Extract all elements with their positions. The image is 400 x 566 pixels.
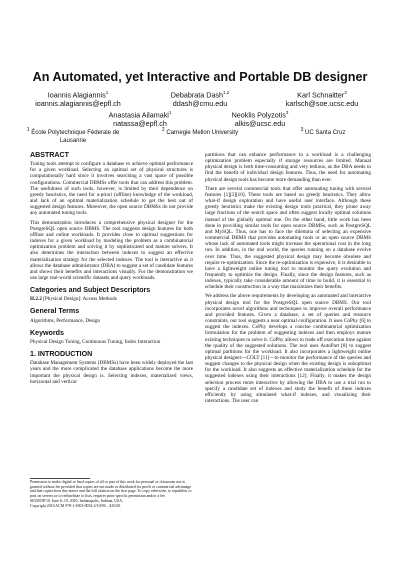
general-terms-heading: General Terms: [30, 307, 80, 316]
affiliation-text: École Polytechnique Féderale de Lausanne: [31, 130, 120, 144]
author-affiliation-mark: 1: [105, 90, 109, 95]
body-paragraph: partitions that can enhance performance in a workload is a challenging optimization problem especially if storage resources are limited. Manual physical design is both time-consuming and very tedious, as the DBA needs to find the benefit of individual design features. Thus, the need for automating physical design tools has become more demanding than ever.: [205, 152, 371, 183]
author-name: Neoklis Polyzotis: [231, 110, 286, 120]
general-terms-text: Algorithms, Performance, Design: [30, 317, 101, 324]
affiliation-text: Carnegie Mellon University: [166, 130, 239, 136]
category-code: H.2.2: [30, 296, 42, 303]
affiliation: [140, 127, 260, 138]
author-affiliation-mark: 1,2: [223, 90, 230, 95]
affiliation-mark: 3: [300, 127, 304, 133]
affiliation-mark: 2: [161, 127, 165, 133]
author-email: alkis@ucsc.edu: [234, 119, 286, 129]
author-email: ioannis.alagiannis@epfl.ch: [35, 99, 121, 109]
author-affiliation-mark: 1: [168, 110, 172, 115]
categories-text: [30, 296, 193, 302]
abstract-paragraph: Tuning tools attempt to configure a database to achieve optimal performance for a given workload. Selecting an optimal set of physical structures is computationally hard since it involves searching a vast space of possible configurations. Commercial DBMSs offer tools that can address this problem. The usefulness of such tools, however, is limited by their dependence on greedy heuristics, the need for a-priori (offline) knowledge of the workload, and lack of an optimal materialization schedule to get the best out of suggested design features. Moreover, the open source DBMSs do not provide any automated tuning tools.: [30, 161, 193, 217]
affiliation: [268, 127, 378, 138]
affiliation-text: UC Santa Cruz: [305, 130, 346, 136]
author-block: [200, 108, 320, 128]
keywords-heading: Keywords: [30, 328, 64, 337]
author-block: [140, 88, 260, 108]
introduction-heading: 1. INTRODUCTION: [30, 350, 93, 359]
author-email: natassa@epfl.ch: [113, 119, 167, 129]
author-affiliation-mark: 3: [344, 90, 347, 95]
affiliation-mark: 1: [26, 127, 30, 133]
author-name: Karl Schnaitter: [297, 90, 345, 100]
paper-title: An Automated, yet Interactive and Portable DB designer: [32, 70, 368, 84]
author-block: [80, 108, 200, 128]
keywords-text: Physical Design Tuning, Continuous Tuning, Index Interaction: [30, 338, 161, 345]
author-name: Ioannis Alagiannis: [47, 90, 106, 100]
body-paragraph: There are several commercial tools that offer automating tuning with several features [1][3][10]. These tools are based on greedy heuristics. They allow what-if design exploration and have useful user interface. Although these greedy heuristics make the existing design tools practical, they prune away large fractions of the search space and often suggest locally optimal solutions instead of the globally optimal one. On the other hand, little work has been done in providing similar tools for open source DBMSs, such as PostgreSQL and MySQL. Thus, one has to face the dilemma of selecting an expensive commercial DBMS that provides automating tools or an open source DBMS whose lack of automated tools might increase the operational cost in the long run. In addition, in the real world, the queries running on a database evolve over time. Thus, the suggested physical design may become obsolete and require re-optimization. Since the re-optimization is expensive, it is desirable to have a lightweight online tuning tool to monitor the query evolution and frequently to optimize the design. Finally, since the design features, such as indexes, typically take considerable amount of time to build, it is essential to schedule their construction in a way that maximizes their benefits.: [205, 185, 371, 291]
author-affiliation-mark: 3: [285, 110, 289, 115]
author-block: [262, 88, 382, 108]
footnote-rule: [30, 478, 90, 479]
category-text: [Physical Design]: Access Methods: [43, 296, 117, 303]
abstract-paragraph: This demonstration introduces a comprehensive physical designer for the PostgreSQL open source DBMS. The tool suggests design features for both offline and online workloads. It provides close to optimal suggestions for indexes for a given workload by modeling the problem as a combinatorial optimization problem and solving it by sophisticated and mature solvers. It also determines the interaction between indexes to suggest an effective materialization strategy for the selected indexes. The tool is interactive as it allows the database administrator (DBA) to suggest a set of candidate features and shows their benefits and interactions visually. For the demonstration we use large real-world scientific datasets and query workloads.: [30, 219, 193, 281]
left-column: [30, 152, 193, 388]
body-paragraph: We address the above requirements by developing an automated and interactive physical design tool for the PostgreSQL open source DBMS. Our tool incorporates novel algorithms and techniques to improve overall performance and provided features. Given a database, a set of queries and resource constraints, our tool suggests a near optimal configuration. It uses CoPhy [6] to suggest the indexes. CoPhy develops a concise combinatorial optimization formulation for the problem of suggesting indexes and then employs mature existing techniques to solve it. CoPhy allows to trade off execution time against the quality of the suggested solutions. The tool uses AutoPart [8] to suggest optimal partitions for the workload. It also incorporates a lightweight online physical designer—COLT [11]—to monitor the performance of the queries and suggest changes to the physical design when the existing design is suboptimal for the workload. It also suggests an effective materialization schedule for the suggested indexes using their interactions [12]. Finally, it makes the design selection process more interactive by allowing the DBA to use a trial run to specify a candidate set of indexes and study the benefit of these indexes efficiently by using simulated what-if indexes, and visualizing their interactions. The user can: [205, 293, 371, 405]
right-column: [205, 152, 371, 407]
author-name: Anastasia Ailamaki: [108, 110, 169, 120]
introduction-paragraph: Database Management Systems (DBMSs) have been widely deployed the last years and the more complicated the database applications become the more important the physical design is. Selecting indexes, materialized views, horizontal and vertical: [30, 360, 193, 385]
abstract-heading: ABSTRACT: [30, 151, 70, 159]
author-email: ddash@cmu.edu: [172, 99, 228, 109]
author-email: karlsch@soe.ucsc.edu: [285, 99, 359, 109]
affiliation: [18, 127, 128, 145]
author-block: [18, 88, 138, 108]
copyright-footnote: Permission to make digital or hard copies of all or part of this work for personal or classroom use is granted without fee provided that copies are not made or distributed for profit or commercial advantage and that copies bear this notice and the full citation on the first page. To copy otherwise, to republish, to post on servers or to redistribute to lists, requires prior specific permission and/or a fee. SIGMOD'10, June 6–10, 2010, Indianapolis, Indiana, USA. Copyright 2010 ACM 978-1-4503-0032-2/10/06 ...$10.00.: [30, 480, 192, 508]
categories-heading: Categories and Subject Descriptors: [30, 286, 151, 295]
author-name: Debabrata Dash: [170, 90, 224, 100]
